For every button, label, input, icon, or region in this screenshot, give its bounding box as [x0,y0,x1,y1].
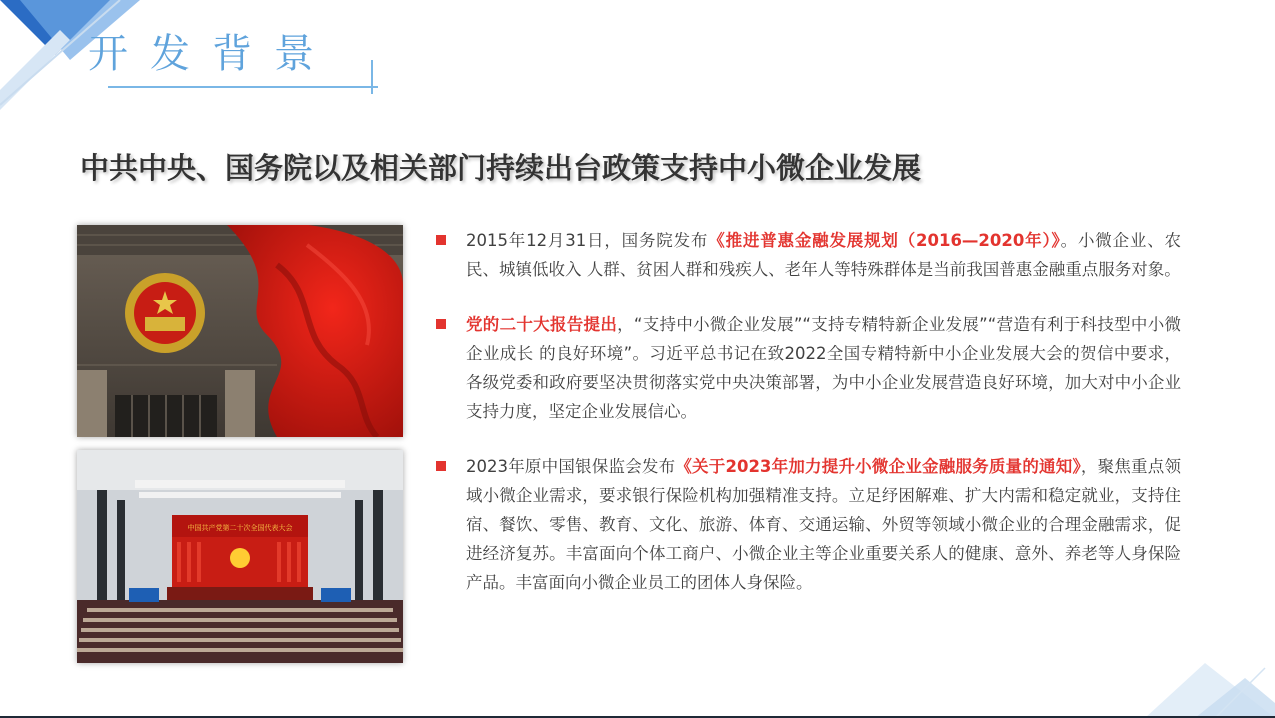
bullet-marker [436,235,446,245]
bullet-highlight: 党的二十大报告提出 [466,315,618,334]
bullet-text: 2015年12月31日，国务院发布 [466,231,709,250]
bullet-text: ，“支持中小微企业发展”“支持专精特新企业发展”“营造有利于科技型中小微企业成长 的良好环境”。习近平总书记在致2022全国专精特新中小企业发展大会的贺信中要求，各级党委和政府要坚决贯彻落实党中央决策部署，为中小企业发展营造良好环境，加大对中小企业支持力度，坚定企业发展信心。 [466,315,1181,421]
bullet-marker [436,461,446,471]
bullet-text: 2023年原中国银保监会发布 [466,457,676,476]
headline: 中共中央、国务院以及相关部门持续出台政策支持中小微企业发展 [80,151,922,185]
photo-national-emblem [77,225,403,437]
photo-congress-hall [77,450,403,663]
bullet-highlight: 《关于2023年加力提升小微企业金融服务质量的通知》 [675,457,1081,476]
policy-list [436,226,1181,623]
title-underline-tick [371,60,373,94]
bullet-text: 。小微企业、农民、城镇低收入 人群、贫困人群和残疾人、老年人等特殊群体是当前我国普惠金融重点服务对象。 [466,231,1182,279]
title-underline [108,86,378,88]
section-title: 开发背景 [88,31,336,77]
bullet-marker [436,319,446,329]
banner-text: 中国共产党第二十次全国代表大会 [187,524,293,532]
list-item [436,310,1181,426]
list-item [436,452,1181,597]
list-item [436,226,1181,284]
corner-decoration-bottom-right [1125,648,1275,718]
bullet-highlight: 《推进普惠金融发展规划（2016—2020年）》 [708,231,1061,250]
bullet-text: ，聚焦重点领域小微企业需求，要求银行保险机构加强精准支持。立足纾困解难、扩大内需和稳定就业，支持住宿、餐饮、零售、教育、文化、旅游、体育、交通运输、外贸等领域小微企业的合理金融需求，促进经济复苏。丰富面向个体工商户、小微企业主等企业重要关系人的健康、意外、养老等人身保险产品。丰富面向小微企业员工的团体人身保险。 [466,457,1181,592]
